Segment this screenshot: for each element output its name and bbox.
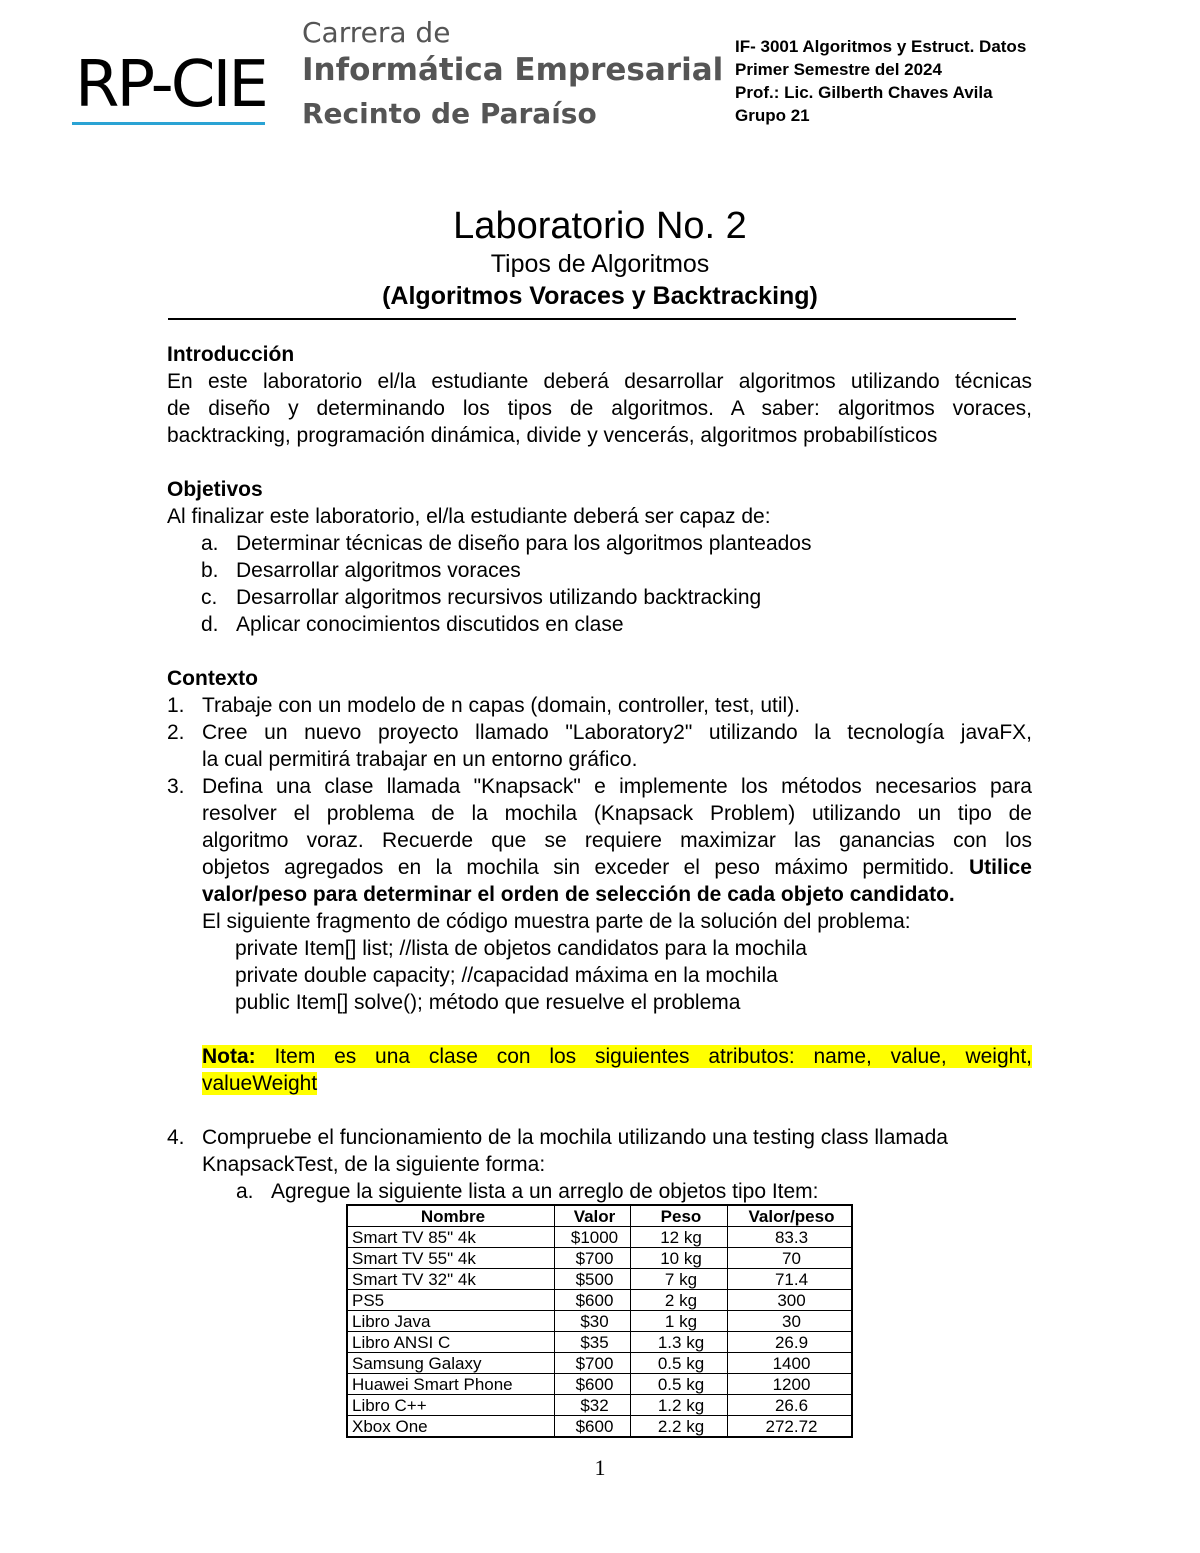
page-subtitle: Tipos de Algoritmos [490,250,710,278]
cell-value: $30 [555,1311,631,1332]
cell-value: $1000 [555,1227,631,1248]
objective-item: Desarrollar algoritmos voraces [236,559,521,582]
note-label: Nota: [202,1045,256,1068]
logo: RP-CIE [75,48,266,122]
context-item-2-line-2: la cual permitirá trabajar en un entorno gráfico. [202,748,638,771]
context-item-4-line-2: KnapsackTest, de la siguiente forma: [202,1153,546,1176]
table-row [347,1269,852,1290]
objective-marker: b. [201,559,219,582]
cell-value-weight: 1400 [728,1353,853,1374]
context-item-3-line-4 [202,854,1032,881]
cell-value-weight: 300 [728,1290,853,1311]
cell-value-weight: 83.3 [728,1227,853,1248]
page-number: 1 [594,1455,606,1480]
code-line-1: private Item[] list; //lista de objetos candidatos para la mochila [235,937,807,960]
cell-value: $500 [555,1269,631,1290]
professor: Prof.: Lic. Gilberth Chaves Avila [735,83,993,102]
objective-item: Determinar técnicas de diseño para los algoritmos planteados [236,532,812,555]
cell-weight: 2.2 kg [631,1416,728,1438]
context-item-3-emphasis: Utilice [968,856,1032,879]
cell-name: Smart TV 85" 4k [347,1227,555,1248]
cell-name: Huawei Smart Phone [347,1374,555,1395]
cell-weight: 1.3 kg [631,1332,728,1353]
table-row [347,1332,852,1353]
cell-value: $600 [555,1290,631,1311]
cell-value-weight: 26.6 [728,1395,853,1416]
context-item-1: Trabaje con un modelo de n capas (domain, controller, test, util). [202,694,801,717]
page-subtitle-2: (Algoritmos Voraces y Backtracking) [382,282,818,310]
title-divider [168,318,1016,320]
cell-value: $600 [555,1374,631,1395]
cell-value-weight: 1200 [728,1374,853,1395]
context-item-3-line-5: valor/peso para determinar el orden de selección de cada objeto candidato. [202,883,955,906]
items-table [346,1204,853,1438]
cell-name: Smart TV 55" 4k [347,1248,555,1269]
cell-weight: 0.5 kg [631,1374,728,1395]
cell-value-weight: 26.9 [728,1332,853,1353]
logo-underline [72,122,265,125]
cell-value: $35 [555,1332,631,1353]
cell-weight: 12 kg [631,1227,728,1248]
context-item-3-line-3: algoritmo voraz. Recuerde que se requiere maximizar las ganancias con los [202,829,1032,852]
table-row [347,1290,852,1311]
header-value-weight: Valor/peso [728,1205,853,1227]
course-info [735,35,1026,127]
header-value: Valor [555,1205,631,1227]
cell-value-weight: 272.72 [728,1416,853,1438]
cell-weight: 7 kg [631,1269,728,1290]
objective-item: Desarrollar algoritmos recursivos utilizando backtracking [236,586,762,609]
cell-name: Libro Java [347,1311,555,1332]
table-row [347,1416,852,1438]
sub-item-text: Agregue la siguiente lista a un arreglo de objetos tipo Item: [271,1180,819,1203]
context-item-2-line-1: Cree un nuevo proyecto llamado "Laboratory2" utilizando la tecnología javaFX, [202,721,1032,744]
code-line-3: public Item[] solve(); método que resuelve el problema [235,991,741,1014]
cell-value-weight: 30 [728,1311,853,1332]
cell-name: Libro ANSI C [347,1332,555,1353]
note-highlight [202,1045,1032,1068]
context-heading: Contexto [167,667,258,690]
table-row [347,1353,852,1374]
intro-heading: Introducción [167,343,295,366]
cell-value: $700 [555,1353,631,1374]
objective-marker: a. [201,532,219,555]
intro-line-2: de diseño y determinando los tipos de algoritmos. A saber: algoritmos voraces, [167,397,1032,420]
code-line-2: private double capacity; //capacidad máxima en la mochila [235,964,778,987]
context-item-number: 4. [167,1126,185,1149]
cell-weight: 2 kg [631,1290,728,1311]
context-item-3-line-1: Defina una clase llamada "Knapsack" e implemente los métodos necesarios para [202,775,1032,798]
note-text-2: valueWeight [202,1072,318,1095]
context-item-number: 3. [167,775,185,798]
intro-line-1: En este laboratorio el/la estudiante deberá desarrollar algoritmos utilizando técnicas [167,370,1032,393]
note-line-2 [202,1070,1032,1097]
objectives-lead: Al finalizar este laboratorio, el/la estudiante deberá ser capaz de: [167,505,771,528]
page-title: Laboratorio No. 2 [453,205,747,247]
cell-weight: 1.2 kg [631,1395,728,1416]
table-row [347,1227,852,1248]
cell-weight: 1 kg [631,1311,728,1332]
carrera-line-1: Carrera de [302,16,451,49]
cell-value-weight: 70 [728,1248,853,1269]
cell-value-weight: 71.4 [728,1269,853,1290]
table-row [347,1374,852,1395]
cell-value: $700 [555,1248,631,1269]
context-item-3-line-4-text: objetos agregados en la mochila sin exceder el peso máximo permitido. [202,856,955,879]
sub-item-marker: a. [236,1180,254,1203]
cell-name: Libro C++ [347,1395,555,1416]
context-item-3-line-2: resolver el problema de la mochila (Knapsack Problem) utilizando un tipo de [202,802,1032,825]
table-row [347,1248,852,1269]
carrera-line-3: Recinto de Paraíso [302,97,597,130]
cell-weight: 10 kg [631,1248,728,1269]
cell-weight: 0.5 kg [631,1353,728,1374]
context-item-4-line-1: Compruebe el funcionamiento de la mochila utilizando una testing class llamada [202,1126,948,1149]
group: Grupo 21 [735,106,810,125]
course-code: IF- 3001 Algoritmos y Estruct. Datos [735,37,1027,56]
header-name: Nombre [347,1205,555,1227]
table-header-row [347,1205,852,1227]
carrera-line-2: Informática Empresarial [302,52,724,88]
context-item-number: 2. [167,721,185,744]
objectives-heading: Objetivos [167,478,263,501]
intro-line-3: backtracking, programación dinámica, divide y vencerás, algoritmos probabilísticos [167,424,938,447]
objective-marker: c. [201,586,218,609]
cell-value: $600 [555,1416,631,1438]
note-text: Item es una clase con los siguientes atributos: name, value, weight, [274,1045,1032,1068]
cell-name: Smart TV 32" 4k [347,1269,555,1290]
context-item-number: 1. [167,694,185,717]
header-weight: Peso [631,1205,728,1227]
table-row [347,1395,852,1416]
context-item-3-line-6: El siguiente fragmento de código muestra parte de la solución del problema: [202,910,911,933]
objective-item: Aplicar conocimientos discutidos en clase [236,613,624,636]
cell-name: Xbox One [347,1416,555,1438]
cell-value: $32 [555,1395,631,1416]
cell-name: PS5 [347,1290,555,1311]
table-row [347,1311,852,1332]
note-line-1 [202,1043,1032,1070]
cell-name: Samsung Galaxy [347,1353,555,1374]
table-body [347,1227,852,1438]
objective-marker: d. [201,613,219,636]
semester: Primer Semestre del 2024 [735,60,942,79]
